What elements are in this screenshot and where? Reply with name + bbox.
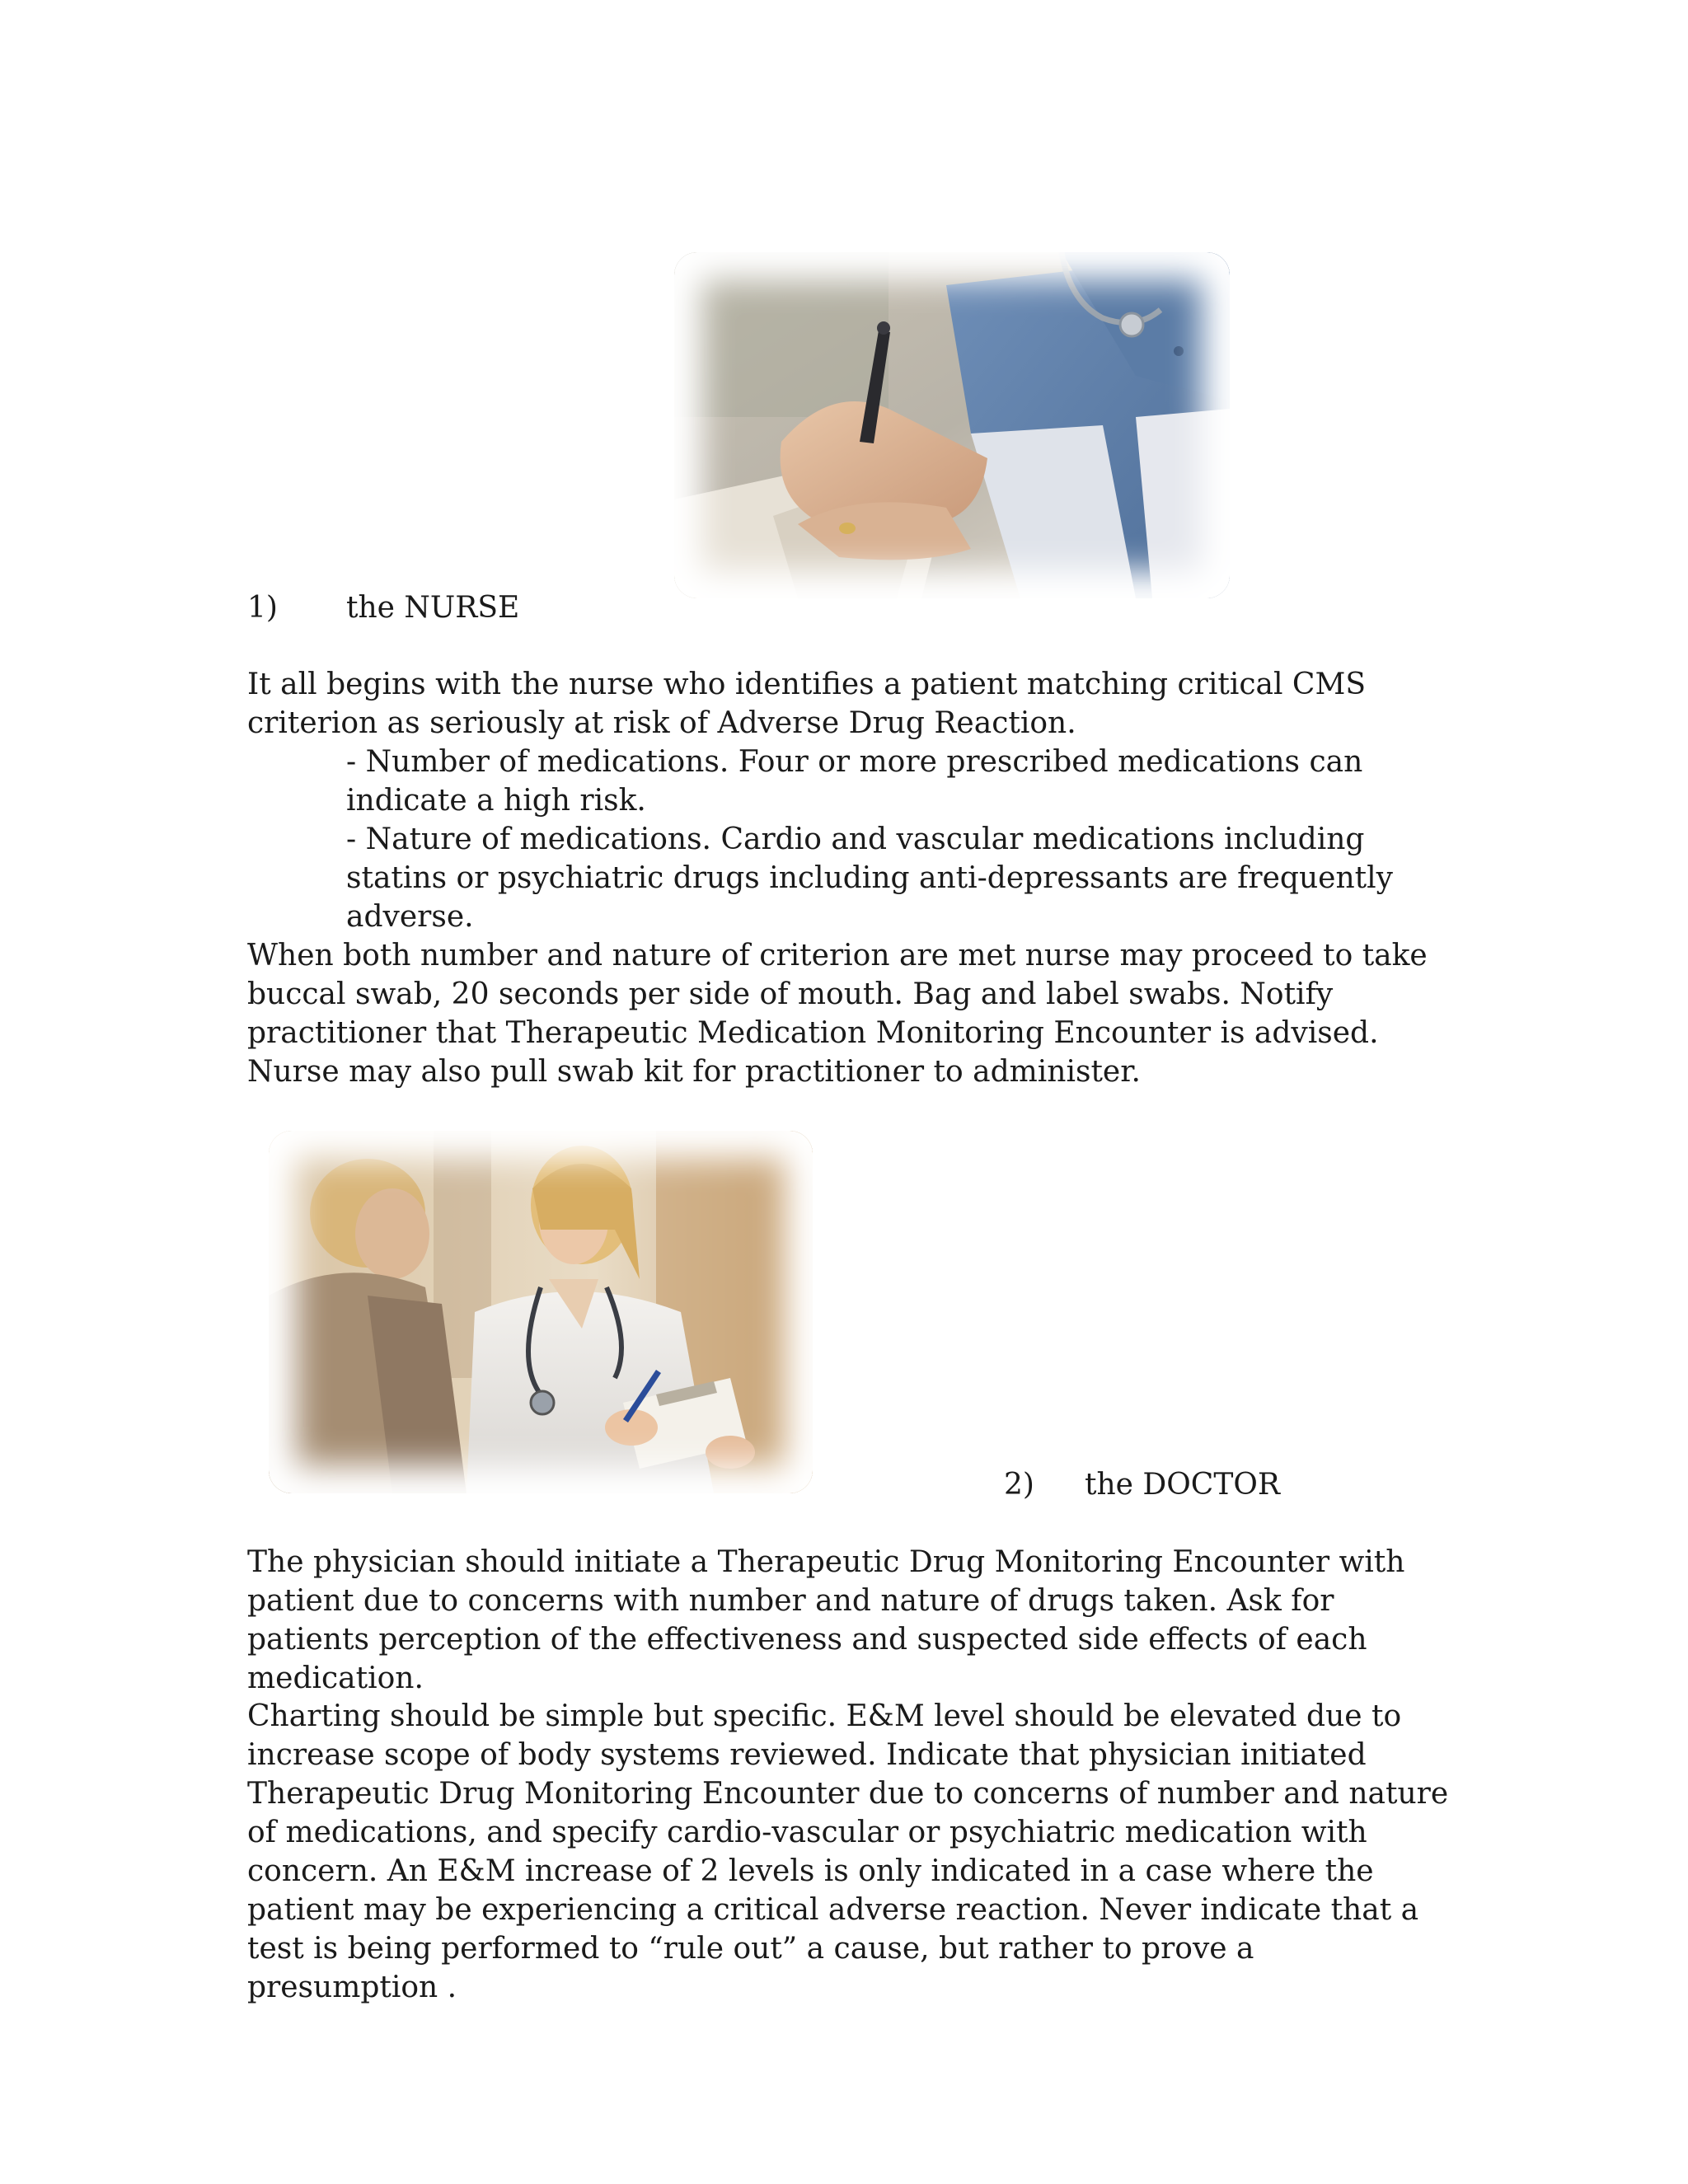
nurse-intro-paragraph: It all begins with the nurse who identifies a patient matching critical CMS criterion as seriously at risk of Adverse Drug Reaction. — [247, 668, 1366, 740]
doctor-intro-paragraph: The physician should initiate a Therapeutic Drug Monitoring Encounter with patient due to concerns with number and nature of drugs taken. Ask for patients perception of the effectiveness and suspected side effects of each medication. — [247, 1545, 1405, 1695]
list-item: - Number of medications. Four or more prescribed medications can indicate a high risk. — [346, 745, 1363, 818]
section-title: the DOCTOR — [1085, 1468, 1280, 1502]
nurse-writing-photo — [674, 252, 1230, 598]
list-item: - Nature of medications. Cardio and vascular medications including statins or psychiatric drugs including anti-depressants are frequently adverse. — [346, 823, 1393, 934]
doctor-patient-photo — [269, 1131, 813, 1493]
charting-paragraph: Charting should be simple but specific. E&M level should be elevated due to increase scope of body systems reviewed. Indicate that physician initiated Therapeutic Drug Monitoring Encounter due to concerns of number and nature of medications, and specify cardio-vascular or psychiatric medication with concern. An E&M increase of 2 levels is only indicated in a case where the patient may be experiencing a critical adverse reaction. Never indicate that a test is being performed to “rule out” a cause, but rather to prove a presumption . — [247, 1699, 1449, 2004]
nurse-procedure-paragraph: When both number and nature of criterion are met nurse may proceed to take buccal swab, 20 seconds per side of mouth. Bag and label swabs. Notify practitioner that Therapeutic Medication Monitoring Encounter is advised. Nurse may also pull swab kit for practitioner to administer. — [247, 939, 1428, 1089]
section-heading-nurse — [247, 590, 519, 626]
section-title: the NURSE — [346, 591, 520, 625]
section-number: 1) — [247, 591, 278, 625]
criteria-list — [346, 743, 1451, 936]
section-heading-doctor — [1004, 1467, 1280, 1503]
section-number: 2) — [1004, 1468, 1034, 1502]
